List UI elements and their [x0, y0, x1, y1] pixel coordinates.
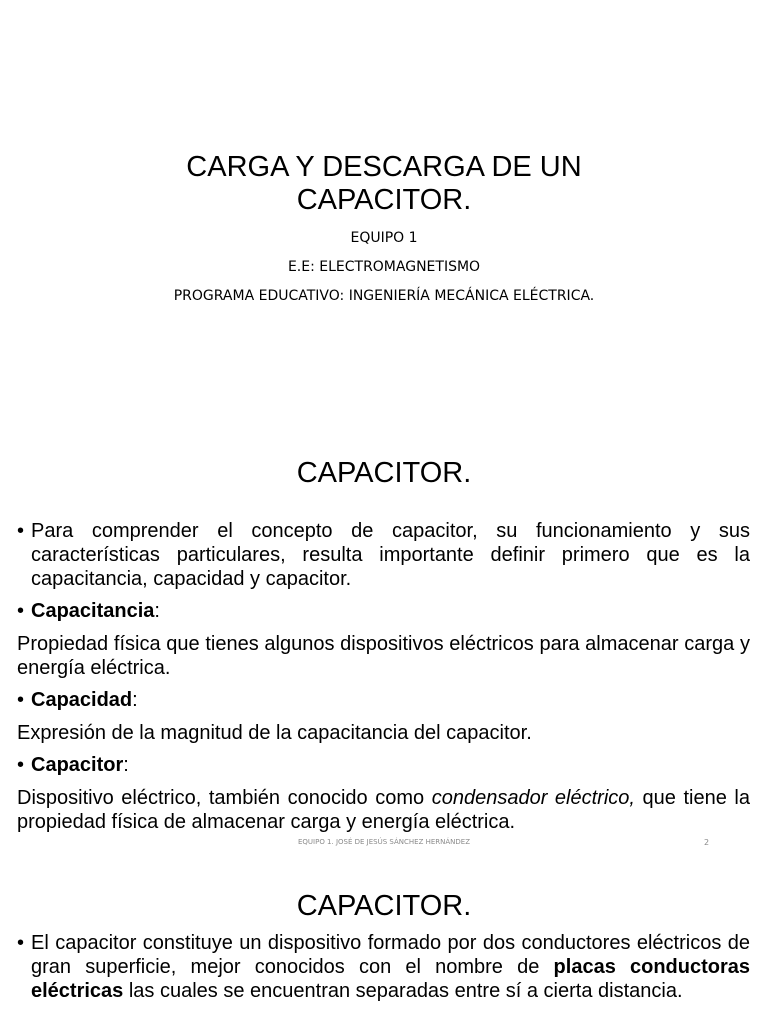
colon: : [154, 600, 160, 622]
title-line-1: CARGA Y DESCARGA DE UN [186, 151, 582, 183]
colon: : [123, 754, 129, 776]
slide-footer: EQUIPO 1. JOSÉ DE JESÚS SÁNCHEZ HERNÁNDEZ [297, 838, 471, 846]
colon: : [132, 689, 138, 711]
bullet-icon: • [17, 932, 25, 954]
title-slide [0, 0, 768, 432]
capacitor-definition [17, 786, 750, 834]
title-line-2: CAPACITOR. [296, 184, 472, 216]
capacitor-def-end: que tiene la propiedad física de almacenar carga y energía eléctrica. [17, 787, 750, 833]
capacitor-def-italic: condensador eléctrico, [431, 787, 635, 809]
team-label: EQUIPO 1 [350, 230, 418, 246]
capacidad-term: Capacidad [31, 689, 133, 711]
presentation-title [0, 151, 768, 217]
bullet-icon: • [17, 600, 25, 622]
capacidad-definition: Expresión de la magnitud de la capacitancia del capacitor. [17, 722, 532, 744]
program-label: PROGRAMA EDUCATIVO: INGENIERÍA MECÁNICA ELÉCTRICA. [173, 288, 595, 304]
capacitor-description-bullet [17, 931, 750, 1003]
course-label: E.E: ELECTROMAGNETISMO [287, 259, 481, 275]
slide-title: CAPACITOR. [296, 890, 472, 922]
definitions-slide [0, 432, 768, 864]
intro-bullet [17, 519, 750, 591]
capacitancia-bullet [17, 599, 750, 623]
capacitor-def-start: Dispositivo eléctrico, también conocido como [17, 787, 432, 809]
description-bold: placas conductoras eléctricas [31, 956, 751, 1002]
capacitor-term: Capacitor [31, 754, 124, 776]
slide-title: CAPACITOR. [296, 457, 472, 489]
capacitor-bullet [17, 753, 750, 777]
bullet-icon: • [17, 520, 25, 542]
bullet-icon: • [17, 754, 25, 776]
capacitancia-term: Capacitancia [31, 600, 155, 622]
capacitor-slide [0, 864, 768, 1024]
intro-text: Para comprender el concepto de capacitor, su funcionamiento y sus características particulares, resulta importante definir primero que es la capacitancia, capacidad y capacitor. [31, 520, 750, 590]
bullet-icon: • [17, 689, 25, 711]
page-number: 2 [704, 838, 710, 847]
description-start: El capacitor constituye un dispositivo formado por dos conductores eléctricos de gran superficie, mejor conocidos con el nombre de [31, 932, 750, 978]
capacitancia-definition: Propiedad física que tienes algunos dispositivos eléctricos para almacenar carga y energía eléctrica. [17, 633, 750, 679]
description-end: las cuales se encuentran separadas entre sí a cierta distancia. [123, 980, 683, 1002]
capacidad-bullet [17, 688, 750, 712]
